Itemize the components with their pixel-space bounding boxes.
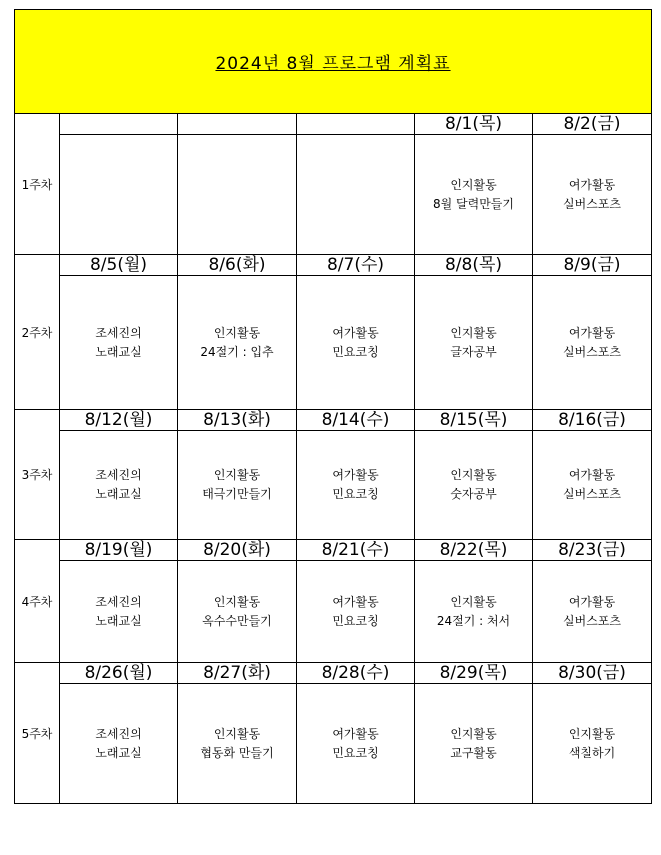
activity-detail: 민요코칭 bbox=[332, 613, 379, 628]
activity-cell bbox=[60, 431, 178, 540]
activity-row bbox=[15, 684, 652, 804]
date-cell bbox=[60, 114, 178, 135]
activity-category: 인지활동 bbox=[450, 468, 497, 482]
activity-category: 인지활동 bbox=[568, 726, 616, 741]
activity-category: 조세진의 bbox=[95, 726, 142, 741]
activity-cell bbox=[533, 684, 652, 804]
activity-detail: 옥수수만들기 bbox=[202, 613, 272, 628]
date-cell: 8/13(화) bbox=[178, 410, 297, 431]
week-label: 1주차 bbox=[15, 114, 60, 255]
schedule-table bbox=[14, 9, 652, 804]
page-title: 2024년 8월 프로그램 계획표 bbox=[215, 54, 451, 74]
date-cell: 8/20(화) bbox=[178, 540, 297, 561]
activity-cell bbox=[533, 431, 652, 540]
date-cell: 8/6(화) bbox=[178, 255, 297, 276]
activity-cell bbox=[533, 561, 652, 663]
date-cell: 8/19(월) bbox=[60, 540, 178, 561]
activity-category: 여가활동 bbox=[568, 594, 616, 609]
activity-category: 인지활동 bbox=[213, 726, 261, 741]
date-cell: 8/2(금) bbox=[533, 114, 652, 135]
activity-detail: 민요코칭 bbox=[332, 487, 379, 501]
activity-category: 여가활동 bbox=[332, 594, 379, 609]
date-cell: 8/12(월) bbox=[60, 410, 178, 431]
activity-cell bbox=[178, 684, 297, 804]
activity-category: 여가활동 bbox=[568, 177, 616, 192]
activity-detail: 24절기 : 처서 bbox=[436, 613, 511, 628]
activity-category: 여가활동 bbox=[332, 325, 379, 340]
activity-detail: 색칠하기 bbox=[568, 745, 616, 760]
activity-cell bbox=[178, 431, 297, 540]
activity-cell bbox=[297, 684, 415, 804]
date-row bbox=[15, 540, 652, 561]
activity-category: 조세진의 bbox=[95, 325, 142, 340]
activity-detail: 협동화 만들기 bbox=[200, 745, 274, 760]
activity-category: 여가활동 bbox=[568, 325, 616, 340]
activity-detail: 노래교실 bbox=[95, 487, 142, 501]
date-cell: 8/14(수) bbox=[297, 410, 415, 431]
activity-detail: 노래교실 bbox=[95, 613, 142, 628]
activity-cell bbox=[533, 276, 652, 410]
week-label: 2주차 bbox=[15, 255, 60, 410]
date-cell: 8/7(수) bbox=[297, 255, 415, 276]
activity-cell bbox=[533, 135, 652, 255]
activity-cell bbox=[178, 276, 297, 410]
activity-cell bbox=[178, 135, 297, 255]
date-cell: 8/26(월) bbox=[60, 663, 178, 684]
date-cell: 8/5(월) bbox=[60, 255, 178, 276]
week-label: 4주차 bbox=[15, 540, 60, 663]
date-row bbox=[15, 114, 652, 135]
date-cell bbox=[297, 114, 415, 135]
activity-cell bbox=[178, 561, 297, 663]
activity-row bbox=[15, 135, 652, 255]
activity-row bbox=[15, 276, 652, 410]
activity-detail: 태극기만들기 bbox=[202, 487, 272, 501]
date-cell: 8/29(목) bbox=[415, 663, 533, 684]
activity-detail: 24절기 : 입추 bbox=[200, 344, 274, 359]
activity-cell bbox=[415, 431, 533, 540]
activity-row bbox=[15, 431, 652, 540]
activity-detail: 글자공부 bbox=[450, 344, 497, 359]
activity-detail: 실버스포츠 bbox=[563, 613, 621, 628]
activity-detail: 민요코칭 bbox=[332, 745, 379, 760]
date-cell: 8/21(수) bbox=[297, 540, 415, 561]
activity-detail: 실버스포츠 bbox=[563, 344, 621, 359]
activity-detail: 교구활동 bbox=[450, 745, 497, 760]
date-cell: 8/30(금) bbox=[533, 663, 652, 684]
activity-detail: 숫자공부 bbox=[450, 487, 497, 501]
date-cell: 8/9(금) bbox=[533, 255, 652, 276]
date-cell: 8/28(수) bbox=[297, 663, 415, 684]
activity-category: 조세진의 bbox=[95, 468, 142, 482]
activity-category: 인지활동 bbox=[213, 325, 261, 340]
activity-category: 여가활동 bbox=[332, 726, 379, 741]
date-cell: 8/23(금) bbox=[533, 540, 652, 561]
date-row bbox=[15, 663, 652, 684]
date-cell: 8/8(목) bbox=[415, 255, 533, 276]
date-cell: 8/16(금) bbox=[533, 410, 652, 431]
activity-cell bbox=[60, 561, 178, 663]
activity-cell bbox=[60, 135, 178, 255]
activity-cell bbox=[297, 135, 415, 255]
activity-cell bbox=[297, 276, 415, 410]
date-row bbox=[15, 255, 652, 276]
activity-row bbox=[15, 561, 652, 663]
activity-category: 인지활동 bbox=[450, 177, 497, 192]
date-cell: 8/1(목) bbox=[415, 114, 533, 135]
activity-category: 인지활동 bbox=[213, 468, 261, 482]
activity-detail: 노래교실 bbox=[95, 745, 142, 760]
activity-category: 인지활동 bbox=[213, 594, 261, 609]
activity-cell bbox=[415, 276, 533, 410]
activity-cell bbox=[415, 135, 533, 255]
activity-detail: 실버스포츠 bbox=[563, 196, 621, 211]
activity-detail: 8월 달력만들기 bbox=[432, 196, 514, 211]
activity-cell bbox=[60, 684, 178, 804]
activity-category: 인지활동 bbox=[450, 594, 497, 609]
week-label: 3주차 bbox=[15, 410, 60, 540]
date-row bbox=[15, 410, 652, 431]
activity-detail: 민요코칭 bbox=[332, 344, 379, 359]
date-cell bbox=[178, 114, 297, 135]
activity-detail: 실버스포츠 bbox=[563, 487, 621, 501]
activity-cell bbox=[60, 276, 178, 410]
activity-cell bbox=[415, 684, 533, 804]
week-label: 5주차 bbox=[15, 663, 60, 804]
title-cell bbox=[15, 10, 652, 114]
date-cell: 8/22(목) bbox=[415, 540, 533, 561]
activity-category: 조세진의 bbox=[95, 594, 142, 609]
activity-cell bbox=[297, 561, 415, 663]
activity-cell bbox=[415, 561, 533, 663]
activity-category: 인지활동 bbox=[450, 325, 497, 340]
activity-category: 인지활동 bbox=[450, 726, 497, 741]
activity-detail: 노래교실 bbox=[95, 344, 142, 359]
date-cell: 8/15(목) bbox=[415, 410, 533, 431]
activity-category: 여가활동 bbox=[568, 468, 616, 482]
activity-category: 여가활동 bbox=[332, 468, 379, 482]
schedule-sheet bbox=[14, 9, 651, 804]
date-cell: 8/27(화) bbox=[178, 663, 297, 684]
activity-cell bbox=[297, 431, 415, 540]
